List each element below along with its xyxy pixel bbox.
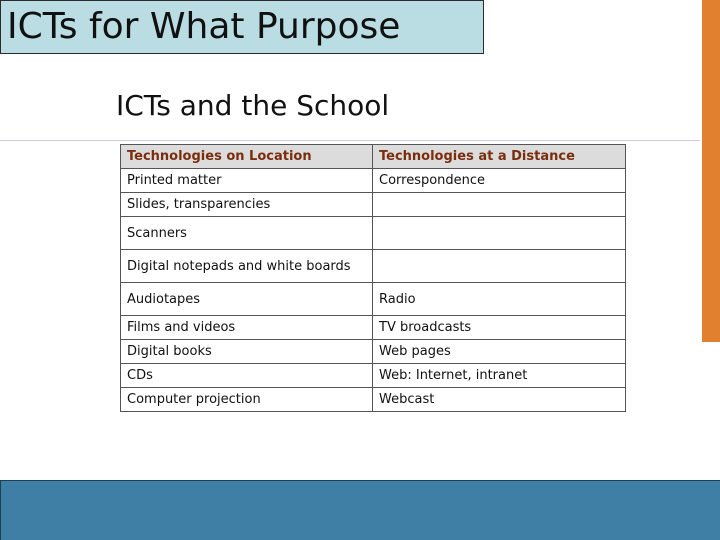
table-cell (373, 217, 626, 250)
header-technologies-on-location: Technologies on Location (121, 145, 373, 169)
slide-subtitle: ICTs and the School (116, 89, 390, 122)
slide-title: ICTs for What Purpose (7, 6, 401, 47)
technologies-table (120, 144, 626, 412)
table-row (121, 388, 626, 412)
table-row (121, 217, 626, 250)
table-cell: CDs (121, 364, 373, 388)
title-box (0, 0, 484, 54)
table-row (121, 250, 626, 283)
table-cell: Web: Internet, intranet (373, 364, 626, 388)
table-cell: Digital notepads and white boards (121, 250, 373, 283)
footer-bar (0, 480, 720, 540)
table-cell: Audiotapes (121, 283, 373, 316)
divider-line (0, 140, 700, 141)
table-row (121, 316, 626, 340)
table-row (121, 169, 626, 193)
table-cell (373, 250, 626, 283)
table-cell: Correspondence (373, 169, 626, 193)
table-cell: Webcast (373, 388, 626, 412)
header-technologies-at-a-distance: Technologies at a Distance (373, 145, 626, 169)
table-row (121, 364, 626, 388)
table-cell: Digital books (121, 340, 373, 364)
table-cell: Scanners (121, 217, 373, 250)
table-row (121, 193, 626, 217)
table-cell: TV broadcasts (373, 316, 626, 340)
table-row (121, 340, 626, 364)
table-cell: Printed matter (121, 169, 373, 193)
table-cell (373, 193, 626, 217)
table-cell: Slides, transparencies (121, 193, 373, 217)
table-row (121, 283, 626, 316)
table-cell: Computer projection (121, 388, 373, 412)
table-cell: Films and videos (121, 316, 373, 340)
table-cell: Radio (373, 283, 626, 316)
table-cell: Web pages (373, 340, 626, 364)
table-header-row (121, 145, 626, 169)
accent-bar (702, 0, 720, 342)
